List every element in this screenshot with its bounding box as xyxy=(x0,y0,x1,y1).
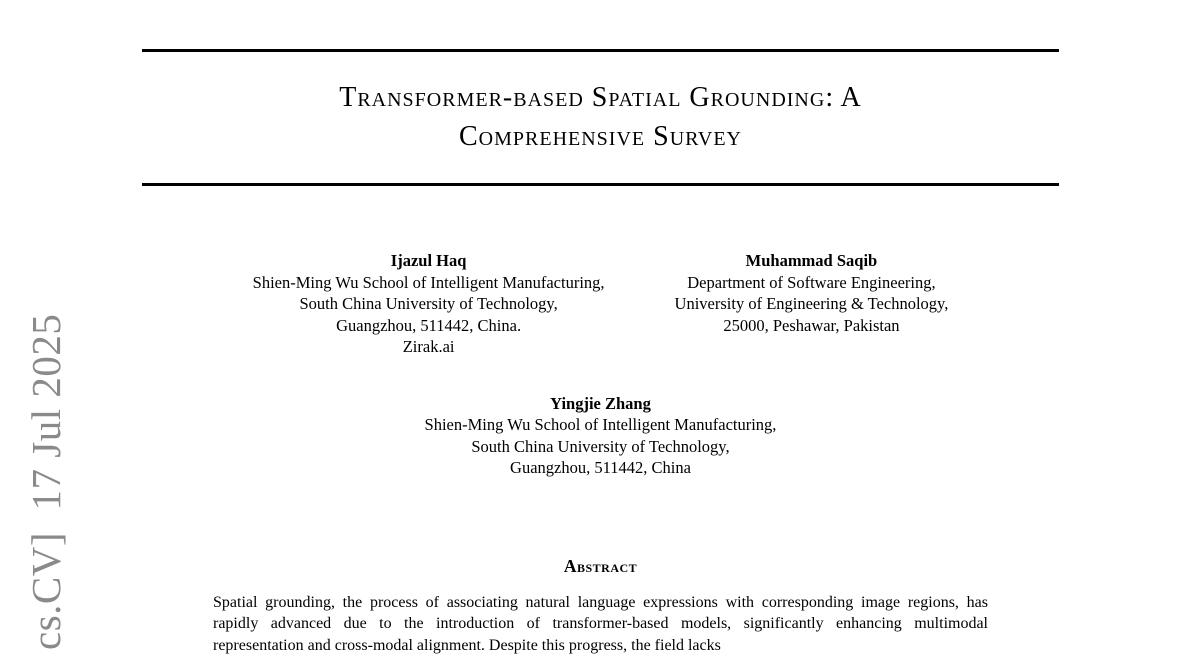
author-block-ijazul-haq xyxy=(253,250,605,358)
title-rule-top xyxy=(142,49,1059,52)
authors-row-1 xyxy=(142,250,1059,358)
author-affiliation-line: Shien-Ming Wu School of Intelligent Manufacturing, xyxy=(252,272,605,292)
author-affiliation-line: Guangzhou, 511442, China xyxy=(510,458,691,477)
paper-page xyxy=(142,0,1059,657)
author-name: Muhammad Saqib xyxy=(745,251,878,270)
author-block-muhammad-saqib xyxy=(675,250,949,358)
paper-title-line-2: Comprehensive Survey xyxy=(459,121,742,152)
author-block-yingjie-zhang xyxy=(425,393,777,479)
authors-row-2 xyxy=(142,393,1059,479)
author-affiliation-line: South China University of Technology, xyxy=(471,436,730,456)
paper-title xyxy=(142,78,1059,156)
author-affiliation-line: 25000, Peshawar, Pakistan xyxy=(723,315,900,335)
author-affiliation-line: University of Engineering & Technology, xyxy=(674,294,949,313)
abstract-heading: Abstract xyxy=(563,555,638,576)
title-rule-bottom xyxy=(142,183,1059,186)
author-affiliation-line: South China University of Technology, xyxy=(299,294,558,313)
paper-title-line-1: Transformer-based Spatial Grounding: A xyxy=(339,82,862,113)
abstract-text: Spatial grounding, the process of associating natural language expressions with corresponding image regions, has rapidly advanced due to the introduction of transformer-based models, significantly enhancing multimodal representation and cross-modal alignment. Despite this progress, the field lacks xyxy=(213,593,988,655)
author-affiliation-line: Shien-Ming Wu School of Intelligent Manufacturing, xyxy=(424,415,777,434)
author-affiliation-line: Department of Software Engineering, xyxy=(687,272,936,292)
author-name: Ijazul Haq xyxy=(390,251,467,270)
author-affiliation-line: Zirak.ai xyxy=(402,337,455,356)
arxiv-watermark: cs.CV] 17 Jul 2025 xyxy=(23,313,69,650)
author-name: Yingjie Zhang xyxy=(550,393,651,413)
author-affiliation-line: Guangzhou, 511442, China. xyxy=(336,315,522,335)
